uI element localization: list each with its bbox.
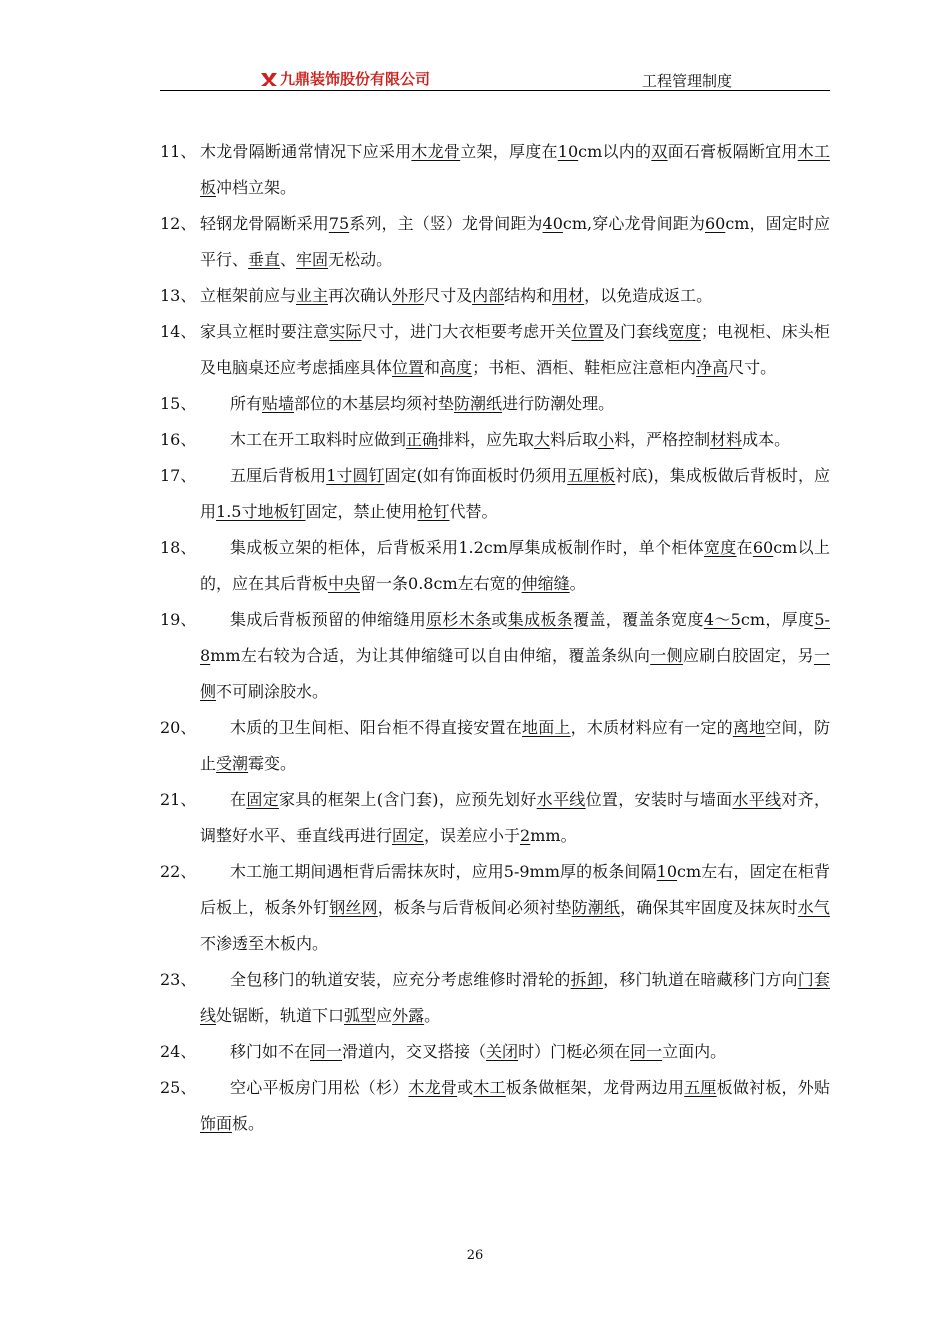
underlined-term: 2 [520,826,531,845]
text-segment: ，移门轨道在暗藏移门方向 [603,970,798,989]
underlined-term: 木工 [473,1078,506,1097]
text-segment: 尺寸。 [728,358,777,377]
text-segment: ，木质材料应有一定的 [570,718,733,737]
item-number: 20、 [160,718,197,737]
text-segment: cm，固定时应平行、 [200,214,830,269]
underlined-term: 弧型 [344,1006,377,1025]
item-text [200,278,830,314]
text-segment: cm以上的，应在其后背板 [200,538,830,593]
underlined-term: 牢固 [296,250,329,269]
text-segment: 在 [230,790,247,809]
list-item [160,1070,830,1142]
underlined-term: 大 [534,430,551,449]
text-segment: 全包移门的轨道安装，应充分考虑维修时滑轮的 [230,970,571,989]
text-segment: 处锯断，轨道下口 [216,1006,345,1025]
list-item [160,386,830,422]
underlined-term: 地面上 [521,718,571,737]
text-segment: 板条做框架，龙骨两边用 [505,1078,685,1097]
underlined-term: 固定 [392,826,425,845]
item-text [200,710,830,782]
text-segment: 再次确认 [328,286,393,305]
text-segment: 进行防潮处理。 [502,394,615,413]
text-segment: 霉变。 [248,754,297,773]
item-text [200,962,830,1034]
underlined-term: 饰面 [200,1114,233,1133]
text-segment: mm。 [530,826,577,845]
underlined-term: 40 [542,214,563,233]
underlined-term: 小 [598,430,615,449]
item-number: 13、 [160,286,197,305]
list-item [160,782,830,854]
underlined-term: 宽度 [668,322,701,341]
text-segment: 排料，应先取 [438,430,535,449]
text-segment: mm左右较为合适，为让其伸缩缝可以自由伸缩，覆盖条纵向 [210,646,651,665]
underlined-term: 正确 [406,430,439,449]
list-item [160,458,830,530]
text-segment: 木工在开工取料时应做到 [230,430,407,449]
underlined-term: 同一 [630,1042,663,1061]
text-segment: 空间，防止 [200,718,830,773]
text-segment: 立架，厚度在 [460,142,558,161]
text-segment: 冲档立架。 [216,178,297,197]
underlined-term: 材料 [710,430,743,449]
item-number: 12、 [160,214,197,233]
text-segment: 立框架前应与 [200,286,297,305]
text-segment: 不渗透至木板内。 [200,934,329,953]
page-header [160,62,830,91]
text-segment: 、 [280,250,297,269]
underlined-term: 关闭 [486,1042,519,1061]
text-segment: 空心平板房门用松（杉） [230,1078,409,1097]
underlined-term: 木龙骨 [408,1078,458,1097]
text-segment: 时）门梃必须在 [518,1042,631,1061]
text-segment: cm,穿心龙骨间距为 [562,214,705,233]
underlined-term: 60 [752,538,774,557]
text-segment: 料后取 [550,430,599,449]
text-segment: 部位的木基层均须衬垫 [294,394,455,413]
list-item [160,1034,830,1070]
text-segment: 和 [424,358,441,377]
underlined-term: 内部 [472,286,505,305]
underlined-term: 拆卸 [570,970,604,989]
item-text [200,386,830,422]
underlined-term: 10 [656,862,678,881]
underlined-term: 一侧 [200,646,830,701]
underlined-term: 5-8 [200,610,830,665]
underlined-term: 水平线 [732,790,782,809]
company-logo [260,68,430,89]
item-number: 24、 [160,1042,197,1061]
text-segment: ，板条与后背板间必须衬垫 [377,898,572,917]
underlined-term: 受潮 [216,754,249,773]
text-segment: ，以免造成返工。 [584,286,713,305]
text-segment: 木工施工期间遇柜背后需抹灰时，应用5-9mm厚的板条间隔 [230,862,657,881]
underlined-term: 水平线 [536,790,586,809]
page-number: 26 [466,1248,484,1263]
text-segment: 固定(如有饰面板时仍须用 [384,466,568,485]
underlined-term: 高度 [440,358,473,377]
text-segment: 尺寸，进门大衣柜要考虑开关 [361,322,572,341]
list-item [160,854,830,962]
item-text [200,134,830,206]
item-number: 18、 [160,538,197,557]
text-segment: 家具的框架上(含门套)，应预先划好 [278,790,537,809]
item-text [200,314,830,386]
text-segment: 所有 [230,394,263,413]
item-text [200,206,830,278]
text-segment: 板。 [232,1114,265,1133]
item-text [200,854,830,962]
underlined-term: 木工板 [200,142,830,197]
underlined-term: 原杉木条 [426,610,492,629]
item-number: 21、 [160,790,197,809]
text-segment: 应 [376,1006,393,1025]
list-item [160,530,830,602]
underlined-term: 外露 [392,1006,425,1025]
underlined-term: 五厘板 [567,466,616,485]
list-item [160,206,830,278]
item-text [200,1034,830,1070]
list-item [160,278,830,314]
text-segment: 轻钢龙骨隔断采用 [200,214,329,233]
underlined-term: 枪钉 [417,502,450,521]
underlined-term: 实际 [329,322,362,341]
underlined-term: 贴墙 [262,394,295,413]
text-segment: 集成后背板预留的伸缩缝用 [230,610,427,629]
underlined-term: 75 [328,214,350,233]
text-segment: 板做衬板，外贴 [716,1078,830,1097]
text-segment: 覆盖，覆盖条宽度 [573,610,704,629]
text-segment: 木龙骨隔断通常情况下应采用 [200,142,412,161]
underlined-term: 一侧 [650,646,683,665]
company-name: 九鼎装饰股份有限公司 [280,70,431,88]
list-item [160,422,830,458]
text-segment: 立面内。 [662,1042,727,1061]
underlined-term: 位置 [392,358,425,377]
item-number: 19、 [160,610,197,629]
item-text [200,530,830,602]
list-item [160,710,830,782]
text-segment: 家具立框时要注意 [200,322,330,341]
underlined-term: 60 [704,214,726,233]
underlined-term: 垂直 [248,250,281,269]
text-segment: 留一条0.8cm左右宽的 [360,574,522,593]
item-number: 14、 [160,322,197,341]
text-segment: 对齐，调整好水平、垂直线再进行 [200,790,830,845]
list-item [160,962,830,1034]
text-segment: 或 [491,610,508,629]
underlined-term: 五厘 [684,1078,717,1097]
item-number: 22、 [160,862,197,881]
underlined-term: 业主 [296,286,329,305]
item-text [200,782,830,854]
underlined-term: 同一 [310,1042,343,1061]
underlined-term: 伸缩缝 [521,574,570,593]
underlined-term: 防潮纸 [454,394,503,413]
text-segment: 在 [736,538,753,557]
text-segment: 。 [424,1006,441,1025]
underlined-term: 水气 [797,898,830,917]
underlined-term: 净高 [696,358,729,377]
text-segment: 移门如不在 [230,1042,311,1061]
underlined-term: 集成板条 [507,610,574,629]
item-text [200,422,830,458]
text-segment: 滑道内，交叉搭接（ [342,1042,487,1061]
text-segment: cm左右，固定在柜背后板上，板条外钉 [200,862,830,917]
text-segment: 应刷白胶固定，另 [682,646,814,665]
item-text [200,602,830,710]
text-segment: 成本。 [742,430,791,449]
underlined-term: 钢丝网 [329,898,378,917]
underlined-term: 防潮纸 [571,898,621,917]
list-item [160,602,830,710]
text-segment: 木质的卫生间柜、阳台柜不得直接安置在 [230,718,522,737]
underlined-term: 位置 [571,322,604,341]
underlined-term: 离地 [732,718,766,737]
item-number: 23、 [160,970,197,989]
underlined-term: 4～5 [703,610,741,629]
text-segment: 面石膏板隔断宜用 [667,142,798,161]
text-segment: 代替。 [449,502,498,521]
text-segment: 固定，禁止使用 [305,502,418,521]
item-number: 16、 [160,430,197,449]
text-segment: 尺寸及 [424,286,473,305]
text-segment: 及门套线 [603,322,669,341]
item-number: 11、 [160,142,197,161]
underlined-term: 宽度 [703,538,737,557]
underlined-term: 固定 [246,790,279,809]
underlined-term: 1寸圆钉 [326,466,385,485]
underlined-term: 用材 [552,286,585,305]
item-text [200,458,830,530]
underlined-term: 1.5寸地板钉 [216,502,306,521]
regulation-list [160,134,830,1142]
text-segment: 位置，安装时与墙面 [585,790,733,809]
underlined-term: 双 [651,142,668,161]
text-segment: ，误差应小于 [424,826,521,845]
underlined-term: 木龙骨 [411,142,461,161]
text-segment: ，确保其牢固度及抹灰时 [620,898,798,917]
underlined-term: 外形 [392,286,425,305]
text-segment: 料，严格控制 [614,430,711,449]
list-item [160,314,830,386]
text-segment: 无松动。 [328,250,393,269]
underlined-term: 门套线 [200,970,830,1025]
document-title: 工程管理制度 [641,72,732,90]
text-segment: 不可刷涂胶水。 [216,682,329,701]
item-number: 17、 [160,466,197,485]
text-segment: 。 [569,574,586,593]
list-item [160,134,830,206]
text-segment: cm以内的 [578,142,652,161]
item-text [200,1070,830,1142]
text-segment: 结构和 [504,286,553,305]
item-number: 15、 [160,394,197,413]
text-segment: cm，厚度 [740,610,815,629]
text-segment: 或 [457,1078,474,1097]
text-segment: 系列，主（竖）龙骨间距为 [349,214,543,233]
underlined-term: 10 [557,142,579,161]
text-segment: 五厘后背板用 [230,466,327,485]
text-segment: 集成板立架的柜体，后背板采用1.2cm厚集成板制作时，单个柜体 [230,538,704,557]
item-number: 25、 [160,1078,197,1097]
text-segment: 衬底)，集成板做后背板时，应用 [200,466,830,521]
text-segment: ；书柜、酒柜、鞋柜应注意柜内 [472,358,697,377]
underlined-term: 中央 [328,574,361,593]
jiuding-logo-icon [260,71,278,87]
text-segment: ；电视柜、床头柜及电脑桌还应考虑插座具体 [200,322,830,377]
